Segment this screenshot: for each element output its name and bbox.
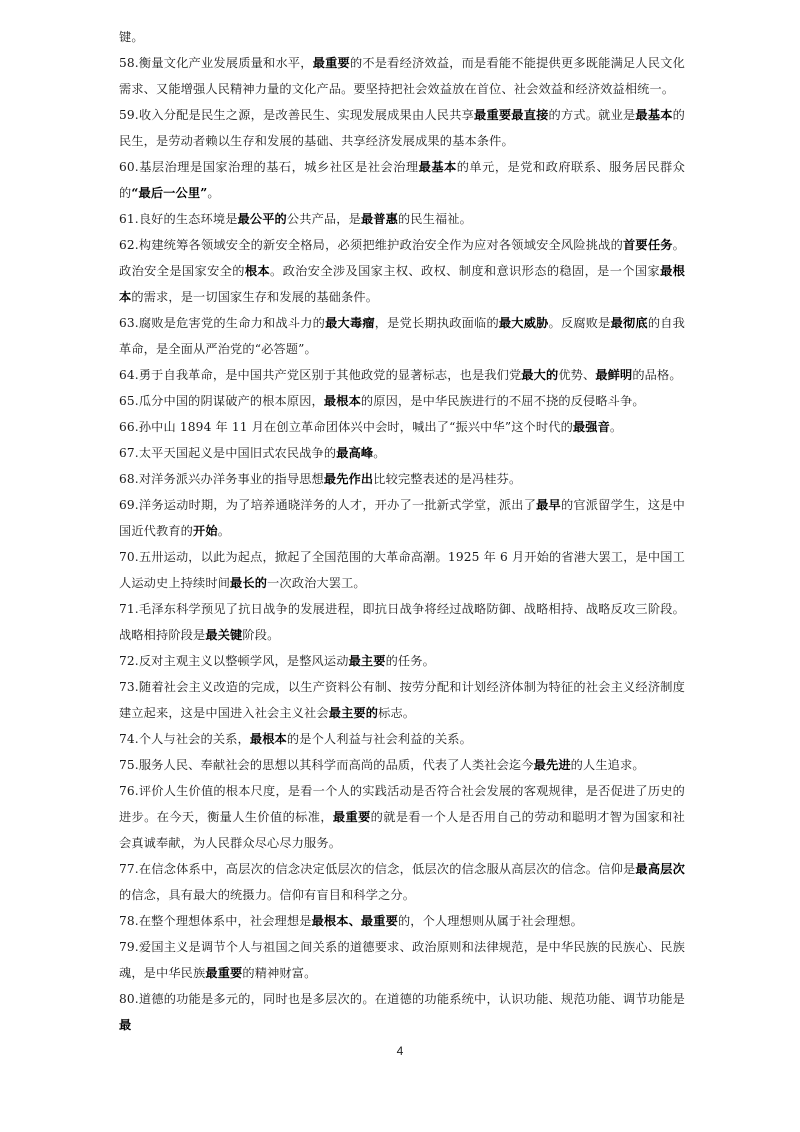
paragraph-text: 键。 (119, 30, 144, 44)
document-body (119, 24, 685, 1038)
paragraph (119, 492, 685, 544)
emphasis-text: 最彻底 (610, 316, 648, 330)
paragraph-text: 62.构建统筹各领域安全的新安全格局，必须把维护政治安全作为应对各领域安全风险挑战的 (119, 238, 623, 252)
paragraph-text: 。 (609, 420, 623, 434)
emphasis-text: 根本 (244, 264, 270, 278)
paragraph (119, 544, 685, 596)
paragraph-text: 。政治安全涉及国家主权、政权、制度和意识形态的稳固，是一个国家 (270, 264, 661, 278)
paragraph (119, 362, 685, 388)
emphasis-text: 最大毒瘤 (325, 316, 375, 330)
paragraph-text: 一次政治大罢工。 (267, 576, 366, 590)
paragraph (119, 440, 685, 466)
emphasis-text: 最大威胁 (498, 316, 549, 330)
paragraph-text: 的自我革命，是全面从严治党的“必答题”。 (119, 316, 686, 356)
emphasis-text: 最根本 (323, 394, 361, 408)
paragraph-text: 71.毛泽东科学预见了抗日战争的发展进程，即抗日战争将经过战略防御、战略相持、战略反攻三阶段。战略相持阶段是 (119, 602, 685, 642)
paragraph-text: 优势、 (558, 368, 596, 382)
paragraph-text: 76.评价人生价值的根本尺度，是看一个人的实践活动是否符合社会发展的客观规律，是否促进了历史的进步。在今天，衡量人生价值的标准， (119, 784, 685, 824)
paragraph-text: 69.洋务运动时期，为了培养通晓洋务的人才，开办了一批新式学堂，派出了 (119, 498, 537, 512)
paragraph-text: 的信念，具有最大的统摄力。信仰有盲目和科学之分。 (119, 888, 416, 902)
paragraph (119, 154, 685, 206)
emphasis-text: 最根本 (119, 264, 685, 304)
paragraph-text: 公共产品，是 (286, 212, 361, 226)
emphasis-text: 最主要 (348, 654, 386, 668)
paragraph-text: 60.基层治理是国家治理的基石，城乡社区是社会治理 (119, 160, 419, 174)
emphasis-text: 最重要 (205, 966, 243, 980)
paragraph-text: 74.个人与社会的关系， (119, 732, 250, 746)
paragraph-text: 的民生福祉。 (397, 212, 472, 226)
paragraph-text: 70.五卅运动，以此为起点，掀起了全国范围的大革命高潮。1925 年 6 月开始的省港大罢工，是中国工人运动史上持续时间 (119, 550, 685, 590)
emphasis-text: 最强音 (572, 420, 610, 434)
paragraph (119, 310, 685, 362)
paragraph (119, 726, 685, 752)
paragraph-text: 。 (217, 524, 231, 538)
paragraph (119, 596, 685, 648)
paragraph-text: 75.服务人民、奉献社会的思想以其科学而高尚的品质，代表了人类社会迄今 (119, 758, 534, 772)
paragraph-text: 的方式。就业是 (548, 108, 636, 122)
paragraph-text: 。 (373, 446, 386, 460)
paragraph (119, 50, 685, 102)
emphasis-text: 开始 (193, 524, 218, 538)
emphasis-text: 最普惠 (360, 212, 398, 226)
emphasis-text: 最鲜明 (595, 368, 633, 382)
paragraph-text: 的精神财富。 (242, 966, 317, 980)
emphasis-text: 最主要的 (328, 706, 379, 720)
paragraph-text: 标志。 (378, 706, 416, 720)
paragraph (119, 934, 685, 986)
paragraph-text: 阶段。 (242, 628, 280, 642)
emphasis-text: 最高峰 (336, 446, 374, 460)
paragraph (119, 24, 685, 50)
paragraph-text: 的不是看经济效益，而是看能不能提供更多既能满足人民文化需求、又能增强人民精神力量的文化产品。要坚持把社会效益放在首位、社会效益和经济效益相统一。 (119, 56, 685, 96)
emphasis-text: 最重要 (332, 810, 371, 824)
paragraph-text: 63.腐败是危害党的生命力和战斗力的 (119, 316, 326, 330)
emphasis-text: “最后一公里” (131, 186, 208, 200)
emphasis-text: 最重要 (312, 56, 350, 70)
paragraph-text: 的就是看一个人是否用自己的劳动和聪明才智为国家和社会真诚奉献，为人民群众尽心尽力服务。 (119, 810, 685, 850)
paragraph (119, 674, 685, 726)
paragraph-text: 的原因，是中华民族进行的不屈不挠的反侵略斗争。 (360, 394, 645, 408)
paragraph-text: 的民生，是劳动者赖以生存和发展的基础、共享经济发展成果的基本条件。 (119, 108, 686, 148)
paragraph-text: 的品格。 (632, 368, 682, 382)
paragraph (119, 986, 685, 1038)
paragraph (119, 206, 685, 232)
paragraph-text: 61.良好的生态环境是 (119, 212, 238, 226)
paragraph (119, 232, 685, 310)
paragraph-text: 的人生追求。 (570, 758, 645, 772)
paragraph-text: 67.太平天国起义是中国旧式农民战争的 (119, 446, 337, 460)
paragraph-text: 64.勇于自我革命，是中国共产党区别于其他政党的显著标志，也是我们党 (119, 368, 522, 382)
paragraph (119, 908, 685, 934)
paragraph (119, 414, 685, 440)
emphasis-text: 最 (119, 1018, 132, 1032)
emphasis-text: 最长的 (230, 576, 268, 590)
paragraph (119, 778, 685, 856)
paragraph-text: 的单元，是党和政府联系、服务居民群众的 (119, 160, 685, 200)
paragraph-text: 的官派留学生，这是中国近代教育的 (119, 498, 685, 538)
paragraph-text: 78.在整个理想体系中，社会理想是 (119, 914, 312, 928)
paragraph-text: 73.随着社会主义改造的完成，以生产资料公有制、按劳分配和计划经济体制为特征的社会主义经济制度建立起来，这是中国进入社会主义社会 (119, 680, 685, 720)
paragraph-text: 65.瓜分中国的阴谋破产的根本原因， (119, 394, 324, 408)
paragraph-text: 58.衡量文化产业发展质量和水平， (119, 56, 313, 70)
page-number: 4 (396, 1044, 404, 1058)
paragraph-text: 比较完整表述的是冯桂芬。 (373, 472, 522, 486)
paragraph-text: 的是个人利益与社会利益的关系。 (286, 732, 472, 746)
paragraph-text: 。反腐败是 (548, 316, 611, 330)
emphasis-text: 最根本 (249, 732, 287, 746)
emphasis-text: 最基本 (635, 108, 673, 122)
paragraph-text: 。政治安全是国家安全的 (119, 238, 685, 278)
paragraph-text: 59.收入分配是民生之源，是改善民生、实现发展成果由人民共享 (119, 108, 475, 122)
emphasis-text: 最根本、最重要 (311, 914, 398, 928)
emphasis-text: 最重要最直接 (474, 108, 549, 122)
paragraph-text: 66.孙中山 1894 年 11 月在创立革命团体兴中会时，喊出了“振兴中华”这个时代的 (119, 420, 573, 434)
emphasis-text: 最早 (536, 498, 561, 512)
paragraph-text: 77.在信念体系中，高层次的信念决定低层次的信念，低层次的信念服从高层次的信念。信仰是 (119, 862, 636, 876)
emphasis-text: 最基本 (418, 160, 457, 174)
paragraph-text: 72.反对主观主义以整顿学风，是整风运动 (119, 654, 349, 668)
paragraph-text: 的任务。 (385, 654, 435, 668)
paragraph-text: 。 (207, 186, 220, 200)
paragraph (119, 856, 685, 908)
emphasis-text: 最关键 (205, 628, 243, 642)
paragraph (119, 466, 685, 492)
paragraph (119, 388, 685, 414)
emphasis-text: 最公平的 (237, 212, 287, 226)
paragraph-text: 79.爱国主义是调节个人与祖国之间关系的道德要求、政治原则和法律规范，是中华民族的民族心、民族魂，是中华民族 (119, 940, 685, 980)
emphasis-text: 最高层次 (635, 862, 685, 876)
paragraph-text: 68.对洋务派兴办洋务事业的指导思想 (119, 472, 324, 486)
emphasis-text: 最先进 (533, 758, 571, 772)
paragraph (119, 102, 685, 154)
emphasis-text: 最大的 (521, 368, 559, 382)
emphasis-text: 最先作出 (323, 472, 374, 486)
paragraph (119, 752, 685, 778)
paragraph-text: 的需求，是一切国家生存和发展的基础条件。 (131, 290, 379, 304)
paragraph (119, 648, 685, 674)
emphasis-text: 首要任务 (623, 238, 673, 252)
paragraph-text: 80.道德的功能是多元的，同时也是多层次的。在道德的功能系统中，认识功能、规范功能、调节功能是 (119, 992, 685, 1006)
paragraph-text: 的，个人理想则从属于社会理想。 (397, 914, 583, 928)
paragraph-text: ，是党长期执政面临的 (374, 316, 499, 330)
